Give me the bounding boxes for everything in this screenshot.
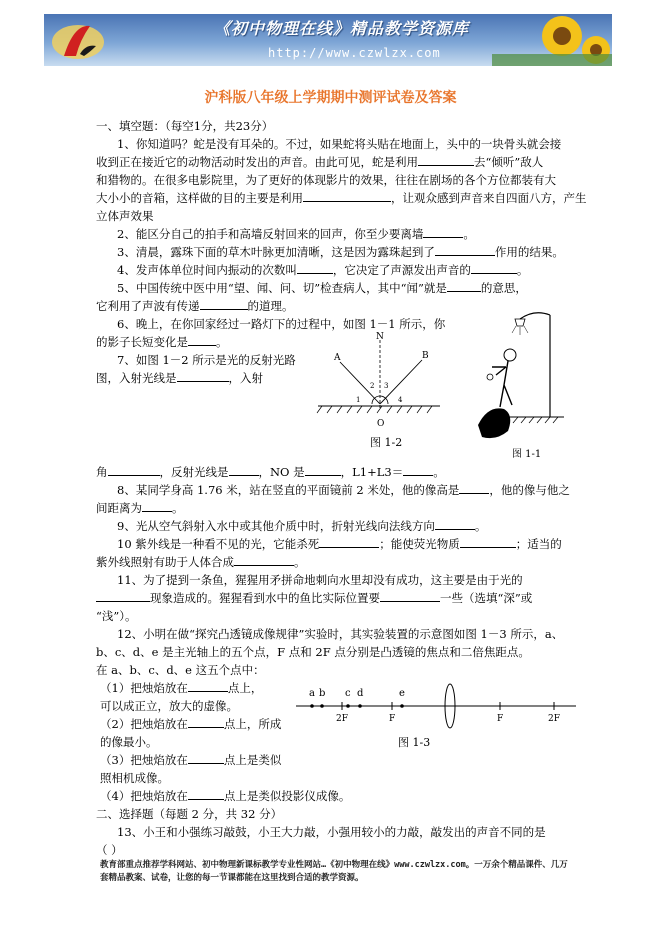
- banner-title: 《初中物理在线》精品教学资源库: [214, 19, 470, 38]
- answer-blank[interactable]: [435, 517, 475, 530]
- q7-line2: 图，入射光线是 ，入射: [96, 371, 263, 385]
- point-a-label: a: [309, 688, 315, 699]
- point-e-label: e: [399, 688, 405, 699]
- answer-blank[interactable]: [188, 751, 224, 764]
- figure-1-3-caption: 图 1-3: [398, 736, 431, 749]
- q10-line2: 紫外线照射有助于人体合成 。: [96, 555, 306, 569]
- q9-line: 9、光从空气斜射入水中或其他介质中时，折射光线向法线方向 。: [117, 519, 487, 533]
- q5-line2: 它利用了声波有传递 的道理。: [96, 299, 294, 313]
- figure-lens-axis: [290, 682, 580, 757]
- answer-blank[interactable]: [459, 481, 489, 494]
- answer-blank[interactable]: [305, 463, 341, 476]
- q1-line2: 收到正在接近它的动物活动时发出的声音。由此可见，蛇是利用 去“倾听”敌人: [96, 155, 544, 169]
- section-heading-fill-blank: 一、填空题：（每空1分，共23分）: [96, 119, 274, 133]
- answer-blank[interactable]: [200, 297, 248, 310]
- label-angle-4: 4: [398, 396, 403, 404]
- answer-blank[interactable]: [229, 463, 259, 476]
- q12-sub3-line2: 照相机成像。: [100, 771, 169, 785]
- label-a: A: [334, 353, 341, 363]
- q12-sub3-line1: （3）把烛焰放在 点上是类似: [100, 753, 282, 767]
- answer-blank[interactable]: [188, 715, 224, 728]
- q11-line1: 11、为了提到一条鱼，猩猩用矛拼命地刺向水里却没有成功，这主要是由于光的: [117, 573, 523, 587]
- answer-blank[interactable]: [297, 261, 333, 274]
- answer-blank[interactable]: [435, 243, 495, 256]
- q2-line: 2、能区分自己的拍手和高墙反射回来的回声，你至少要离墙 。: [117, 227, 475, 241]
- q12-sub4-line: （4）把烛焰放在 点上是类似投影仪成像。: [100, 789, 351, 803]
- point-b-label: b: [319, 688, 326, 699]
- q12-line1: 12、小明在做“探究凸透镜成像规律”实验时，其实验装置的示意图如图 1－3 所示，a、: [117, 627, 564, 641]
- figure-1-2-caption: 图 1-2: [370, 436, 403, 449]
- q11-line2: 现象造成的。猩猩看到水中的鱼比实际位置要 一些（选填“深”或: [96, 589, 532, 607]
- answer-blank[interactable]: [471, 261, 517, 274]
- answer-blank[interactable]: [234, 553, 294, 566]
- label-b: B: [422, 351, 429, 361]
- q12-line2: b、c、d、e 是主光轴上的五个点，F 点和 2F 点分别是凸透镜的焦点和二倍焦距点。: [96, 645, 530, 659]
- q13-line1: 13、小王和小强练习敲鼓，小王大力敲，小强用较小的力敲，敲发出的声音不同的是: [117, 825, 546, 839]
- answer-blank[interactable]: [460, 535, 516, 548]
- q3-line: 3、清晨，露珠下面的草木叶脉更加清晰，这是因为露珠起到了 作用的结果。: [117, 245, 564, 259]
- q6-line2: 的影子长短变化是 。: [96, 335, 228, 349]
- figure-streetlight-person: [468, 305, 568, 465]
- answer-blank[interactable]: [319, 535, 379, 548]
- q4-line: 4、发声体单位时间内振动的次数叫 ，它决定了声源发出声音的 。: [117, 263, 529, 277]
- figure-1-1-caption: 图 1-1: [512, 449, 542, 460]
- axis-f-right-label: F: [497, 714, 504, 724]
- answer-blank[interactable]: [142, 499, 172, 512]
- axis-f-left-label: F: [389, 714, 396, 724]
- answer-blank[interactable]: [188, 333, 216, 346]
- q5-line1: 5、中国传统中医中用“望、闻、问、切”检查病人，其中“闻”就是 的意思，: [117, 281, 527, 295]
- banner-url[interactable]: http://www.czwlzx.com: [268, 46, 441, 60]
- q7-line3: 角 ，反射光线是 ，NO 是 ，L1+L3＝ 。: [96, 465, 445, 479]
- q13-line2: （ ）: [96, 843, 123, 857]
- site-logo-icon: [50, 18, 110, 62]
- answer-blank[interactable]: [177, 369, 229, 382]
- answer-blank[interactable]: [188, 787, 224, 800]
- axis-2f-right-label: 2F: [548, 714, 560, 724]
- q12-sub2-line2: 的像最小。: [100, 735, 158, 749]
- q12-line3: 在 a、b、c、d、e 这五个点中：: [96, 663, 265, 677]
- header-banner: [44, 14, 612, 66]
- q10-line1: 10 紫外线是一种看不见的光，它能杀死 ；能使荧光物质 ；适当的: [117, 537, 562, 551]
- answer-blank[interactable]: [108, 463, 160, 476]
- section-heading-multiple-choice: 二、选择题（每题 2 分，共 32 分）: [96, 807, 283, 821]
- q1-line1: 1、你知道吗？蛇是没有耳朵的。不过，如果蛇将头贴在地面上，头中的一块骨头就会接: [117, 137, 562, 151]
- q12-sub2-line1: （2）把烛焰放在 点上，所成: [100, 717, 282, 731]
- sunflower-icon: [492, 14, 612, 66]
- label-angle-2: 2: [370, 382, 375, 390]
- q6-line1: 6、晚上，在你回家经过一路灯下的过程中，如图 1－1 所示，你: [117, 317, 446, 331]
- q1-line4: 大小小的音箱，这样做的目的主要是利用 ，让观众感到声音来自四面八方，产生: [96, 191, 587, 205]
- q1-line5: 立体声效果: [96, 209, 154, 223]
- q1-line3: 和猎物的。在很多电影院里，为了更好的体现影片的效果，往往在剧场的各个方位都装有大: [96, 173, 556, 187]
- page-footer: 教育部重点推荐学科网站、初中物理新课标教学专业性网站…《初中物理在线》www.czwlzx.com。一万余个精品课件、几万套精品教案、试卷，让您的每一节课都能在这里找到合适的教学资源。: [100, 860, 568, 883]
- label-o: O: [377, 419, 385, 429]
- q8-line1: 8、某同学身高 1.76 米，站在竖直的平面镜前 2 米处，他的像高是 ，他的像与他之: [117, 483, 570, 497]
- q12-sub1-line1: （1）把烛焰放在 点上，: [100, 681, 263, 695]
- label-angle-3: 3: [384, 382, 389, 390]
- figure-reflection-diagram: [312, 330, 447, 455]
- answer-blank[interactable]: [303, 189, 391, 202]
- point-d-label: d: [357, 688, 364, 699]
- q12-sub1-line2: 可以成正立，放大的虚像。: [100, 699, 238, 713]
- q7-line1: 7、如图 1－2 所示是光的反射光路: [117, 353, 296, 367]
- q11-line3: “浅”）。: [96, 609, 137, 623]
- axis-2f-left-label: 2F: [336, 714, 348, 724]
- label-n: N: [376, 332, 384, 342]
- q8-line2: 间距离为 。: [96, 501, 184, 515]
- label-angle-1: 1: [356, 396, 361, 404]
- answer-blank[interactable]: [188, 679, 228, 692]
- answer-blank[interactable]: [403, 463, 433, 476]
- answer-blank[interactable]: [96, 589, 150, 602]
- answer-blank[interactable]: [447, 279, 481, 292]
- answer-blank[interactable]: [423, 225, 463, 238]
- document-title: 沪科版八年级上学期期中测评试卷及答案: [204, 90, 457, 106]
- answer-blank[interactable]: [380, 589, 440, 602]
- answer-blank[interactable]: [418, 153, 474, 166]
- point-c-label: c: [345, 688, 351, 699]
